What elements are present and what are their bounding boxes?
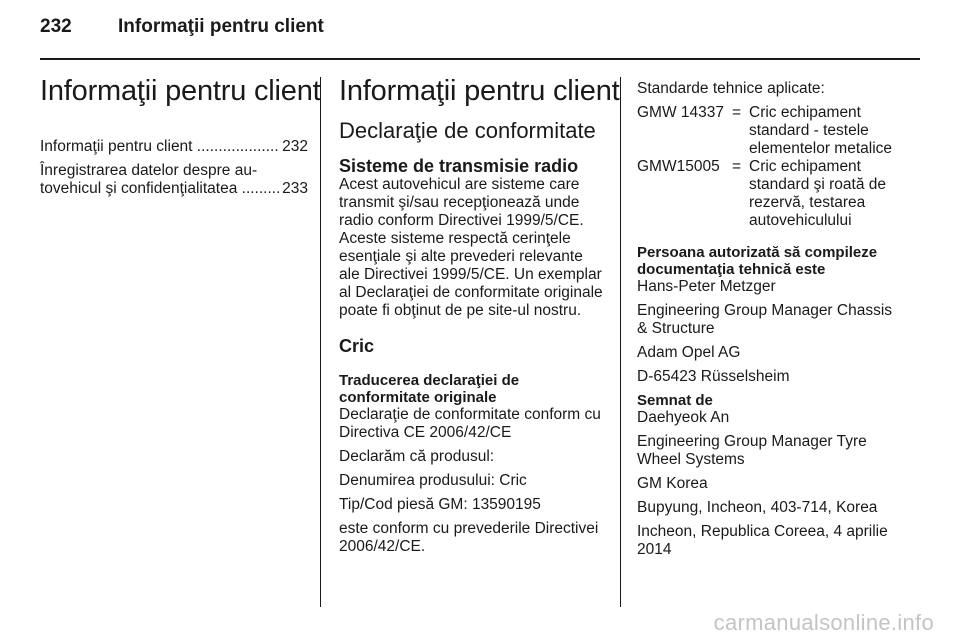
subheading: Declaraţie de conformitate [339, 118, 596, 143]
section-heading: Informaţii pentru client [339, 75, 620, 107]
standard-description: Cric echipament standard şi roată de rezervă, testarea autovehiculului [749, 158, 887, 229]
radio-systems-title: Sisteme de transmisie radio [339, 156, 579, 176]
page-header [40, 16, 324, 38]
declaration-column [339, 74, 620, 562]
standard-row [637, 104, 905, 158]
watermark: carmanualsonline.info [713, 610, 934, 635]
toc-entry[interactable] [40, 138, 308, 156]
paragraph: Declaraţie de conformitate conform cu Directiva CE 2006/42/CE [339, 406, 601, 441]
standards-column [637, 80, 905, 565]
signed-by-title: Semnat de [637, 392, 713, 409]
toc-entry-text: Înregistrarea datelor despre au- [40, 162, 258, 179]
standard-code: GMW 14337 [637, 104, 725, 121]
authorized-line: Hans-Peter Metzger [637, 278, 776, 295]
authorized-line: D-65423 Rüsselsheim [637, 368, 790, 385]
header-title: Informaţii pentru client [118, 16, 324, 37]
toc-entry[interactable] [40, 162, 308, 198]
signed-line: Daehyeok An [637, 409, 730, 426]
standard-row [637, 158, 905, 230]
page-number: 232 [40, 16, 72, 37]
toc-entry-page: 233 [282, 180, 308, 197]
header-divider [40, 58, 920, 60]
signed-line: Incheon, Republica Coreea, 4 aprilie 2014 [637, 523, 888, 558]
chapter-heading: Informaţii pentru client [40, 75, 321, 107]
toc-entry-text-cont: tovehicul şi confidenţialitatea [40, 180, 238, 197]
toc-entry-page: 232 [282, 138, 308, 155]
standards-label: Standarde tehnice aplicate: [637, 80, 825, 97]
paragraph: Denumirea produsului: Cric [339, 472, 527, 489]
paragraph: Tip/Cod piesă GM: 13590195 [339, 496, 541, 513]
standard-separator: = [732, 104, 742, 121]
translation-title: Traducerea declaraţiei de conformitate originale [339, 372, 520, 406]
paragraph: Declarăm că produsul: [339, 448, 495, 465]
standard-description: Cric echipament standard - testele elementelor metalice [749, 104, 893, 157]
authorized-person-title: Persoana autorizată să compileze documentaţia tehnică este [637, 244, 878, 278]
column-divider-1 [320, 77, 321, 607]
standard-separator: = [732, 158, 742, 175]
paragraph: este conform cu prevederile Directivei 2006/42/CE. [339, 520, 599, 555]
toc-entry-text: Informaţii pentru client [40, 138, 193, 155]
standard-code: GMW15005 [637, 158, 720, 175]
jack-title: Cric [339, 336, 375, 356]
authorized-line: Adam Opel AG [637, 344, 741, 361]
signed-line: GM Korea [637, 475, 708, 492]
table-of-contents-column [40, 74, 321, 204]
signed-line: Engineering Group Manager Tyre Wheel Systems [637, 433, 867, 468]
column-divider-2 [620, 77, 621, 607]
signed-line: Bupyung, Incheon, 403-714, Korea [637, 499, 878, 516]
radio-systems-text: Acest autovehicul are sisteme care transmit şi/sau recepţionează unde radio conform Directivei 1999/5/CE. Aceste sisteme respectă cerinţele esenţiale şi alte prevederi relevante ale Directivei 1999/5/CE. Un exemplar al Declaraţiei de conformitate originale poate fi obţinut de pe site-ul nostru. [339, 176, 603, 319]
authorized-line: Engineering Group Manager Chassis & Structure [637, 302, 893, 337]
